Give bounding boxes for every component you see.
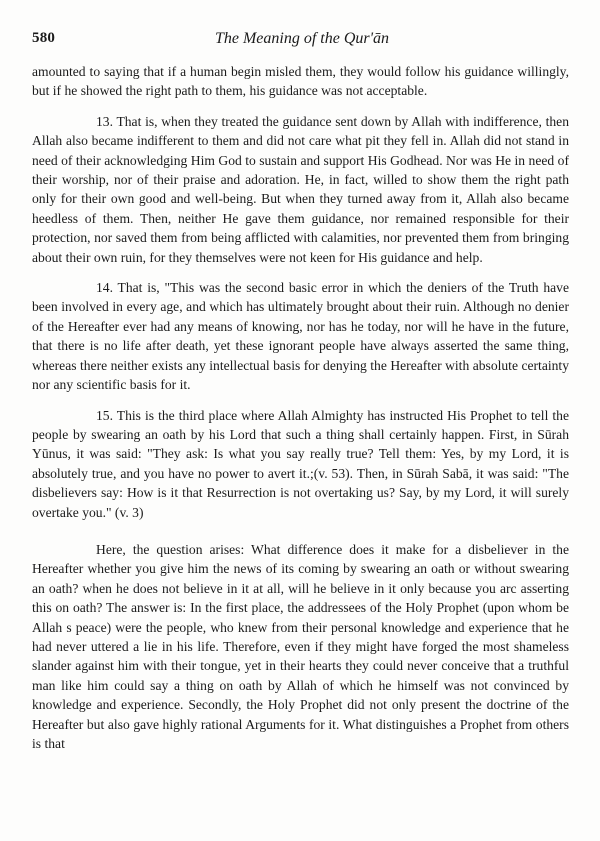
running-title: The Meaning of the Qur'ān: [214, 30, 390, 47]
paragraph-continuation: amounted to saying that if a human begin misled them, they would follow his guidance willingly, but if he showed the right path to them, his guidance was not acceptable.: [32, 64, 569, 99]
note-13-paragraph: 13. That is, when they treated the guidance sent down by Allah with indifference, then Allah also became indifferent to them and did not care what pit they fell in. Allah did not stand in need of their acknowledging Him God to sustain and support His Godhead. Nor was He in need of their worship, nor of their praise and adoration. He, in fact, willed to show them the right path only for their own good and well-being. But when they turned away from it, Allah also became heedless of them. Then, neither He gave them guidance, nor remained responsible for their protection, nor saved them from being afflicted with calamities, nor prevented them from bringing about their own ruin, for they themselves were not keen for His guidance and help.: [32, 113, 569, 265]
page-number: 580: [32, 30, 56, 46]
note-15-paragraph: 15. This is the third place where Allah Almighty has instructed His Prophet to tell the people by swearing an oath by his Lord that such a thing shall certainly happen. First, in Sūrah Yūnus, it was said: "They ask: Is what you say really true? Tell them: Yes, by my Lord, it is absolutely true, and you have no power to avert it.;(v. 53). Then, in Sūrah Sabā, it was said: "The disbelievers say: How is it that Resurrection is not overtaking us? Say, by my Lord, it will surely overtake you." (v. 3): [32, 407, 569, 520]
explanation-paragraph: Here, the question arises: What difference does it make for a disbeliever in the Hereafter whether you give him the news of its coming by swearing an oath or without swearing an oath? when he does not believe in it at all, will he believe in it only because you arc asserting this on oath? The answer is: In the first place, the addressees of the Holy Prophet (upon whom be Allah s peace) were the people, who knew from their personal knowledge and experience that he had never uttered a lie in his life. Therefore, even if they might have forged the most shameless slander against him with their tongue, yet in their hearts they could never conceive that a truthful man like him could say a thing on oath by Allah of which he himself was not convinced by knowledge and experience. Secondly, the Holy Prophet did not only present the doctrine of the Hereafter but also gave highly rational Arguments for it. What distinguishes a Prophet from others is that: [32, 541, 569, 751]
page-header: [32, 30, 572, 52]
note-14-paragraph: 14. That is, "This was the second basic error in which the deniers of the Truth have been involved in every age, and which has ultimately brought about their ruin. Although no denier of the Hereafter ever had any means of knowing, nor has he today, nor will he have in the future, that there is no life after death, yet these ignorant people have always asserted the same thing, whereas there neither exists any intellectual basis for denying the Hereafter with absolute certainty nor any scientific basis for it.: [32, 280, 569, 393]
body-text: [32, 62, 569, 753]
